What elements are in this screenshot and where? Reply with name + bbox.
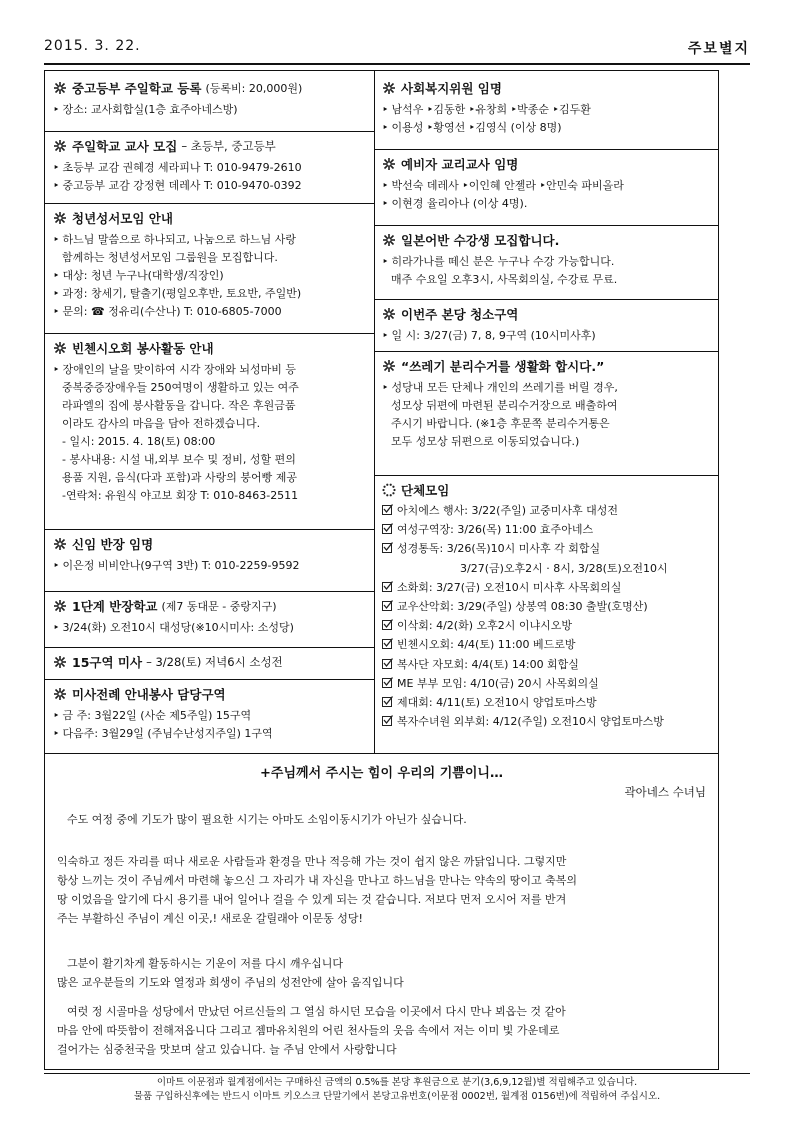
right-section	[382, 357, 712, 451]
meeting-text: 빈첸시오회: 4/4(토) 11:00 베드로방	[397, 638, 576, 652]
section-divider	[374, 225, 718, 226]
message-line: 항상 느끼는 것이 주님께서 마련해 놓으신 그 자리가 내 자신을 만나고 하느님을 만나는 약속의 땅이고 축복의	[57, 874, 577, 887]
asterisk-icon	[382, 81, 396, 95]
section-line: ‣ 초등부 교감 권혜경 세라피나 T: 010-9479-2610	[53, 159, 368, 177]
page-header	[44, 38, 750, 60]
asterisk-icon	[382, 233, 396, 247]
right-section	[382, 79, 712, 137]
section-heading	[53, 79, 368, 97]
checkbox-icon	[382, 617, 393, 628]
section-line: ‣ 장애인의 날을 맞이하여 시각 장애와 뇌성마비 등	[53, 361, 368, 379]
section-line: ‣ 대상: 청년 누구나(대학생/직장인)	[53, 267, 368, 285]
section-line: ‣ 일 시: 3/27(금) 7, 8, 9구역 (10시미사후)	[382, 327, 712, 345]
meeting-item	[382, 539, 712, 558]
section-note: (제7 동대문 - 중랑지구)	[161, 600, 277, 613]
right-section	[382, 305, 712, 345]
section-line: 매주 수요일 오후3시, 사목회의실, 수강료 무료.	[391, 273, 618, 286]
section-heading	[53, 597, 368, 615]
section-line: 용품 지원, 음식(다과 포함)과 사랑의 붕어빵 제공	[62, 471, 297, 484]
meeting-item	[382, 578, 712, 597]
message-line: 수도 여정 중에 기도가 많이 필요한 시기는 아마도 소임이동시기가 아닌가 싶습니다.	[67, 813, 467, 826]
section-line: ‣ 이용성 ‣황영선 ‣김영식 (이상 8명)	[382, 119, 712, 137]
right-column	[374, 71, 718, 753]
meeting-item	[382, 520, 712, 539]
asterisk-icon	[53, 81, 67, 95]
section-line: ‣ 남석우 ‣김동한 ‣유창희 ‣박종순 ‣김두환	[382, 101, 712, 119]
section-title: 예비자 교리교사 임명	[401, 157, 519, 172]
asterisk-icon	[382, 157, 396, 171]
footer-notice	[44, 1076, 750, 1104]
checkbox-icon	[382, 502, 393, 513]
message-paragraph	[57, 852, 706, 928]
checkbox-icon	[382, 713, 393, 724]
section-heading	[382, 155, 712, 173]
meeting-item	[382, 559, 712, 578]
left-section	[53, 339, 368, 505]
section-heading	[53, 685, 368, 703]
message-line: 여럿 정 시골마을 성당에서 만났던 어르신들의 그 열심 하시던 모습을 이곳에서 다시 만나 뵈옵는 것 같아	[67, 1005, 566, 1018]
meeting-item	[382, 616, 712, 635]
message-section	[45, 753, 718, 1070]
checkbox-icon	[382, 656, 393, 667]
section-line: - 일시: 2015. 4. 18(토) 08:00	[62, 435, 216, 448]
meeting-text: ME 부부 모임: 4/10(금) 20시 사목회의실	[397, 676, 599, 690]
meeting-text: 소화회: 3/27(금) 오전10시 미사후 사목회의실	[397, 580, 622, 594]
section-heading	[53, 339, 368, 357]
section-note: – 초등부, 중고등부	[181, 139, 276, 153]
asterisk-icon	[53, 537, 67, 551]
meeting-text: 복자수녀원 외부회: 4/12(주일) 오전10시 양업토마스방	[397, 715, 664, 729]
section-note: – 3/28(토) 저녁6시 소성전	[146, 655, 283, 669]
checkbox-icon	[382, 598, 393, 609]
message-line: 익숙하고 정든 자리를 떠나 새로운 사람들과 환경을 만나 적응해 가는 것이 쉽지 않은 까닭입니다. 그렇지만	[57, 855, 567, 868]
section-heading	[53, 653, 368, 671]
meeting-text: 성경통독: 3/26(목)10시 미사후 각 회합실	[397, 542, 601, 556]
meeting-item	[382, 501, 712, 520]
section-divider	[374, 149, 718, 150]
message-line: 그분이 활기차게 활동하시는 기운이 저를 다시 깨우십니다	[67, 957, 344, 970]
section-title: 중고등부 주일학교 등록	[72, 81, 202, 96]
checkbox-icon	[382, 694, 393, 705]
meeting-item	[382, 655, 712, 674]
message-paragraph	[57, 954, 706, 992]
section-line: -연락처: 유원식 야고보 회장 T: 010-8463-2511	[62, 489, 299, 502]
asterisk-icon	[53, 687, 67, 701]
checkbox-icon	[382, 540, 393, 551]
section-line: ‣ 문의: ☎ 정유리(수산나) T: 010-6805-7000	[53, 303, 368, 321]
message-line: 많은 교우분들의 기도와 열정과 희생이 주님의 성전안에 살아 움직입니다	[57, 976, 404, 989]
meeting-text: 여성구역장: 3/26(목) 11:00 효주아네스	[397, 523, 594, 537]
left-section	[53, 597, 368, 637]
section-title: 사회복지위원 임명	[401, 81, 502, 96]
left-section	[53, 535, 368, 575]
asterisk-icon	[53, 341, 67, 355]
asterisk-icon	[53, 655, 67, 669]
left-section	[53, 685, 368, 743]
section-heading	[53, 535, 368, 553]
footer-rule	[44, 1073, 750, 1074]
section-divider	[374, 475, 718, 476]
section-line: ‣ 과정: 창세기, 탈출기(평일오후반, 토요반, 주일반)	[53, 285, 368, 303]
left-section	[53, 137, 368, 195]
section-line: 이라도 감사의 마음을 담아 전하겠습니다.	[62, 417, 261, 430]
section-divider	[45, 591, 374, 592]
bulletin-title: 주보별지	[687, 41, 750, 57]
section-divider	[45, 131, 374, 132]
section-title: 청년성서모임 안내	[72, 211, 173, 226]
section-divider	[374, 299, 718, 300]
section-divider	[45, 333, 374, 334]
section-heading	[53, 209, 368, 227]
section-title: 신임 반장 임명	[72, 537, 154, 552]
message-paragraph	[57, 1002, 706, 1059]
section-heading	[382, 357, 712, 375]
section-divider	[45, 679, 374, 680]
checkbox-icon	[382, 636, 393, 647]
section-line: 함께하는 청년성서모임 그룹원을 모집합니다.	[62, 251, 278, 264]
section-line: ‣ 3/24(화) 오전10시 대성당(※10시미사: 소성당)	[53, 619, 368, 637]
right-section	[382, 155, 712, 213]
section-heading	[382, 231, 712, 249]
message-line: 주는 부활하신 주님이 계신 이곳,! 새로운 갈릴래아 이문동 성당!	[57, 912, 363, 925]
left-column	[45, 71, 375, 753]
section-line: ‣ 이현경 율리아나 (이상 4명).	[382, 195, 712, 213]
section-line: ‣ 중고등부 교감 강정현 데레사 T: 010-9470-0392	[53, 177, 368, 195]
section-heading	[53, 137, 368, 155]
section-divider	[374, 351, 718, 352]
meeting-text: 교우산악회: 3/29(주일) 상봉역 08:30 출발(호명산)	[397, 600, 648, 614]
section-line: 중복중증장애우들 250여명이 생활하고 있는 여주	[62, 381, 299, 394]
section-line: ‣ 하느님 말씀으로 하나되고, 나눔으로 하느님 사랑	[53, 231, 368, 249]
section-divider	[45, 529, 374, 530]
asterisk-icon	[53, 599, 67, 613]
section-title: 빈첸시오회 봉사활동 안내	[72, 341, 214, 356]
asterisk-icon	[382, 359, 396, 373]
meeting-text: 아치에스 행사: 3/22(주일) 교중미사후 대성전	[397, 504, 618, 517]
message-author: 곽아네스 수녀님	[624, 785, 706, 799]
section-note: (등록비: 20,000원)	[205, 82, 303, 95]
message-title: +주님께서 주시는 힘이 우리의 기쁨이니…	[260, 766, 503, 781]
section-divider	[45, 203, 374, 204]
section-title: 이번주 본당 청소구역	[401, 307, 519, 322]
section-heading	[382, 305, 712, 323]
meeting-item	[382, 635, 712, 654]
footer-line: 이마트 이문점과 월계점에서는 구매하신 금액의 0.5%를 본당 후원금으로 분기(3,6,9,12월)별 적립해주고 있습니다.	[156, 1077, 638, 1088]
section-title: 단체모임	[401, 483, 450, 498]
section-line: ‣ 박선숙 데레사 ‣이인혜 안젤라 ‣안민숙 파비올라	[382, 177, 712, 195]
content-frame	[44, 70, 719, 1070]
section-line: ‣ 이은정 비비안나(9구역 3반) T: 010-2259-9592	[53, 557, 368, 575]
section-title: 15구역 미사	[72, 655, 143, 670]
left-section	[53, 653, 368, 675]
header-rule	[44, 63, 750, 65]
section-line: - 봉사내용: 시설 내,외부 보수 및 정비, 성할 편의	[62, 453, 296, 466]
bulletin-date: 2015. 3. 22.	[44, 38, 141, 54]
section-line: 성모상 뒤편에 마련된 분리수거장으로 배출하여	[391, 399, 618, 412]
section-line: 주시기 바랍니다. (※1층 후문쪽 분리수거통은	[391, 417, 610, 430]
message-line: 마음 안에 따뜻함이 전해져옵니다 그리고 젬마유치원의 어린 천사들의 웃음 속에서 저는 이미 빛 가운데로	[57, 1024, 560, 1037]
message-line: 걸어가는 심중천국을 맛보며 살고 있습니다. 늘 주님 안에서 사랑합니다	[57, 1043, 397, 1056]
section-title: 주일학교 교사 모집	[72, 139, 178, 154]
section-divider	[45, 647, 374, 648]
section-line: ‣ 다음주: 3월29일 (주님수난성지주일) 1구역	[53, 725, 368, 743]
section-heading	[382, 481, 712, 499]
section-heading	[382, 79, 712, 97]
meeting-text: 이삭회: 4/2(화) 오후2시 이냐시오방	[397, 619, 572, 633]
section-title: 미사전례 안내봉사 담당구역	[72, 687, 226, 702]
section-title: 1단계 반장학교	[72, 599, 158, 614]
meeting-item	[382, 597, 712, 616]
checkbox-icon	[382, 579, 393, 590]
asterisk-icon	[53, 139, 67, 153]
asterisk-icon	[382, 307, 396, 321]
meeting-text: 복사단 자모회: 4/4(토) 14:00 회합실	[397, 657, 579, 671]
section-line: 라파엘의 집에 봉사활동을 갑니다. 작은 후원금품	[62, 399, 296, 412]
meeting-item	[382, 693, 712, 712]
right-section	[382, 231, 712, 289]
section-line: 모두 성모상 뒤편으로 이동되었습니다.)	[391, 435, 580, 448]
message-paragraph	[57, 810, 706, 829]
section-line: ‣ 히라가나를 떼신 분은 누구나 수강 가능합니다.	[382, 253, 712, 271]
footer-line: 물품 구입하신후에는 반드시 이마트 키오스크 단말기에서 본당고유번호(이문점 0002번, 월계점 0156번)에 적립하여 주십시오.	[133, 1091, 661, 1102]
meeting-item	[382, 712, 712, 731]
section-title: “쓰레기 분리수거를 생활화 합시다.”	[401, 359, 605, 374]
section-line: ‣ 금 주: 3월22일 (사순 제5주일) 15구역	[53, 707, 368, 725]
left-section	[53, 79, 368, 119]
meeting-text: 제대회: 4/11(토) 오전10시 양업토마스방	[397, 696, 597, 710]
message-line: 땅 이었음을 알기에 다시 용기를 내어 일어나 걸을 수 있게 되는 것 같습니다. 저보다 먼저 오시어 저를 반겨	[57, 893, 567, 906]
checkbox-icon	[382, 521, 393, 532]
right-section	[382, 481, 712, 503]
meeting-item	[382, 674, 712, 693]
meeting-text: 3/27(금)오후2시 ‧ 8시, 3/28(토)오전10시	[460, 561, 668, 575]
section-title: 일본어반 수강생 모집합니다.	[401, 233, 560, 248]
section-line: ‣ 성당내 모든 단체나 개인의 쓰레기를 버릴 경우,	[382, 379, 712, 397]
left-section	[53, 209, 368, 321]
asterisk-icon	[53, 211, 67, 225]
dotted-circle-icon	[382, 483, 396, 497]
checkbox-icon	[382, 675, 393, 686]
section-line: ‣ 장소: 교사회합실(1층 효주아네스방)	[53, 101, 368, 119]
